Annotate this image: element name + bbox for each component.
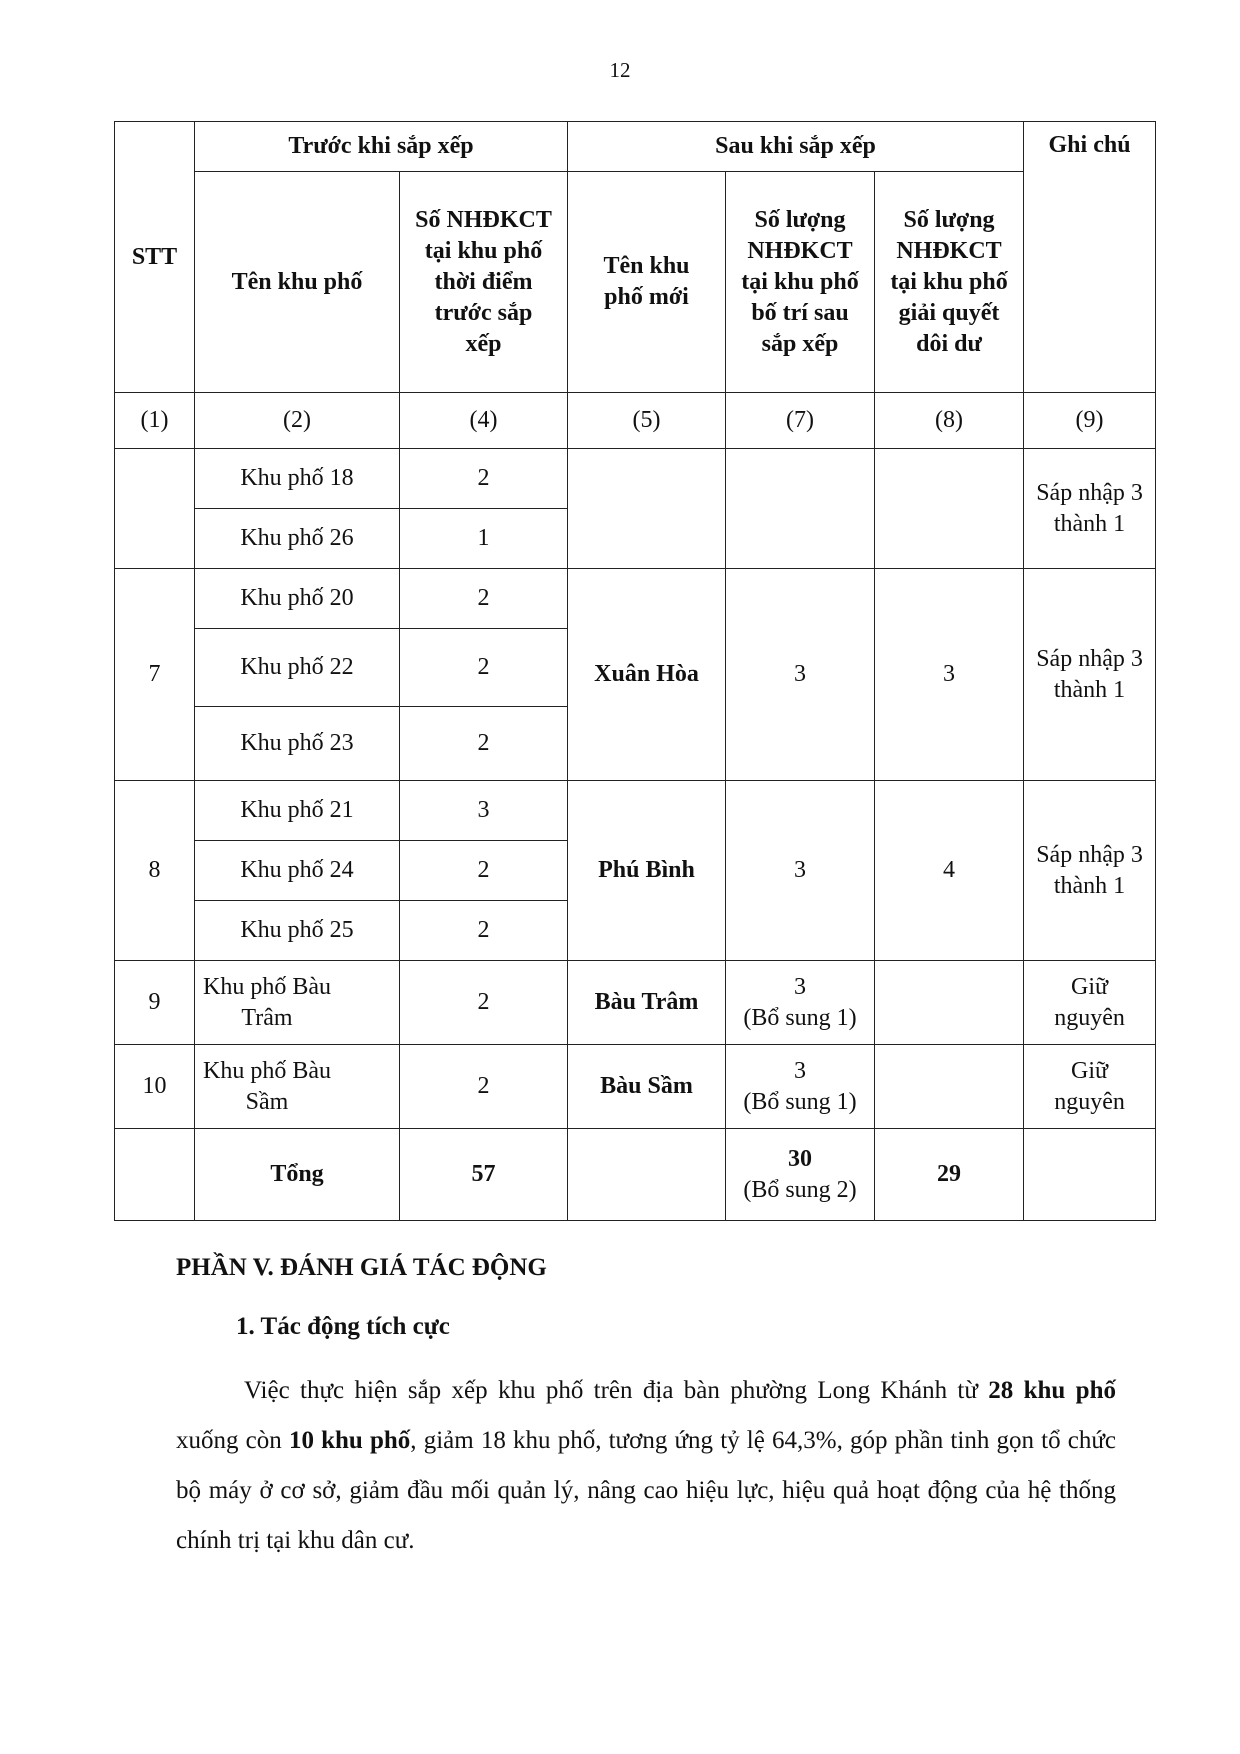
note-cell: Giữ nguyên (1024, 961, 1156, 1045)
old-count: 2 (400, 569, 568, 629)
new-khu-pho-name: Xuân Hòa (568, 569, 726, 781)
old-khu-pho-name: Khu phố 26 (195, 509, 400, 569)
stt-cell: 10 (115, 1045, 195, 1129)
subsection-title: 1. Tác động tích cực (236, 1313, 450, 1340)
old-khu-pho-name: Khu phố Bàu Trâm (195, 961, 400, 1045)
old-count: 2 (400, 961, 568, 1045)
after-count: 3 (794, 973, 806, 1000)
restructuring-table (114, 121, 1156, 1221)
surplus-count: 4 (875, 781, 1024, 961)
after-count: 3 (794, 1057, 806, 1084)
header-after-group: Sau khi sắp xếp (568, 122, 1024, 172)
old-khu-pho-name: Khu phố 24 (195, 841, 400, 901)
section-title: PHẦN V. ĐÁNH GIÁ TÁC ĐỘNG (176, 1254, 547, 1281)
after-count-cell (726, 961, 875, 1045)
surplus-count (875, 961, 1024, 1045)
col-number: (1) (115, 393, 195, 449)
after-count: 3 (726, 781, 875, 961)
surplus-count: 3 (875, 569, 1024, 781)
paragraph-text: Việc thực hiện sắp xếp khu phố trên địa bàn phường Long Khánh từ (244, 1377, 989, 1404)
total-surplus: 29 (875, 1129, 1024, 1221)
new-khu-pho-name: Bàu Trâm (568, 961, 726, 1045)
total-after-count-cell (726, 1129, 875, 1221)
total-stt-cell (115, 1129, 195, 1221)
body-paragraph (176, 1366, 1116, 1566)
col-number: (5) (568, 393, 726, 449)
stt-cell: 8 (115, 781, 195, 961)
after-count-cell (726, 1045, 875, 1129)
note-cell: Giữ nguyên (1024, 1045, 1156, 1129)
paragraph-text: , giảm 18 khu phố, tương ứng tỷ lệ 64,3%, góp phần tinh gọn tổ chức bộ máy ở cơ sở, giảm đầu mối quản lý, nâng cao hiệu lực, hiệu quả hoạt động của hệ thống chính trị tại khu dân cư. (176, 1427, 1116, 1554)
old-khu-pho-name: Khu phố 20 (195, 569, 400, 629)
surplus-count (875, 1045, 1024, 1129)
note-cell: Sáp nhập 3 thành 1 (1024, 781, 1156, 961)
stt-cell (115, 449, 195, 569)
new-khu-pho-name: Bàu Sầm (568, 1045, 726, 1129)
paragraph-bold: 28 khu phố (988, 1377, 1116, 1404)
old-khu-pho-name: Khu phố Bàu Sầm (195, 1045, 400, 1129)
old-count: 2 (400, 629, 568, 707)
paragraph-bold: 10 khu phố (288, 1427, 411, 1454)
col-number: (8) (875, 393, 1024, 449)
table-row (115, 781, 1156, 841)
old-khu-pho-name: Khu phố 18 (195, 449, 400, 509)
after-count-extra: (Bổ sung 1) (743, 1088, 857, 1115)
after-count: 3 (726, 569, 875, 781)
new-khu-pho-name (568, 449, 726, 569)
table-row (115, 1045, 1156, 1129)
old-khu-pho-name: Khu phố 25 (195, 901, 400, 961)
old-count: 1 (400, 509, 568, 569)
col-number: (2) (195, 393, 400, 449)
total-after-count: 30 (788, 1145, 812, 1172)
total-note-cell (1024, 1129, 1156, 1221)
table-row (115, 449, 1156, 509)
total-label: Tổng (195, 1129, 400, 1221)
old-count: 2 (400, 707, 568, 781)
header-col2: Tên khu phố (195, 172, 400, 393)
total-before-count: 57 (400, 1129, 568, 1221)
header-note: Ghi chú (1024, 122, 1156, 393)
note-cell: Sáp nhập 3 thành 1 (1024, 449, 1156, 569)
old-count: 2 (400, 1045, 568, 1129)
header-stt: STT (115, 122, 195, 393)
old-count: 2 (400, 841, 568, 901)
old-count: 3 (400, 781, 568, 841)
col-number: (7) (726, 393, 875, 449)
header-col8: Số lượng NHĐKCT tại khu phố giải quyết dôi dư (875, 172, 1024, 393)
paragraph-text: xuống còn (176, 1427, 289, 1454)
note-cell: Sáp nhập 3 thành 1 (1024, 569, 1156, 781)
stt-cell: 7 (115, 569, 195, 781)
col-number: (4) (400, 393, 568, 449)
table-row (115, 961, 1156, 1045)
total-row (115, 1129, 1156, 1221)
old-count: 2 (400, 449, 568, 509)
after-count-extra: (Bổ sung 1) (743, 1004, 857, 1031)
header-before-group: Trước khi sắp xếp (195, 122, 568, 172)
new-khu-pho-name: Phú Bình (568, 781, 726, 961)
header-col4: Số NHĐKCT tại khu phố thời điểm trước sắp xếp (400, 172, 568, 393)
old-count: 2 (400, 901, 568, 961)
after-count (726, 449, 875, 569)
col-number: (9) (1024, 393, 1156, 449)
total-new-name-cell (568, 1129, 726, 1221)
old-khu-pho-name: Khu phố 23 (195, 707, 400, 781)
old-khu-pho-name: Khu phố 22 (195, 629, 400, 707)
column-number-row (115, 393, 1156, 449)
table-row (115, 569, 1156, 629)
header-col5: Tên khu phố mới (568, 172, 726, 393)
header-col7: Số lượng NHĐKCT tại khu phố bố trí sau sắp xếp (726, 172, 875, 393)
stt-cell: 9 (115, 961, 195, 1045)
old-khu-pho-name: Khu phố 21 (195, 781, 400, 841)
page-number: 12 (609, 58, 631, 82)
total-after-extra: (Bổ sung 2) (743, 1176, 857, 1203)
surplus-count (875, 449, 1024, 569)
